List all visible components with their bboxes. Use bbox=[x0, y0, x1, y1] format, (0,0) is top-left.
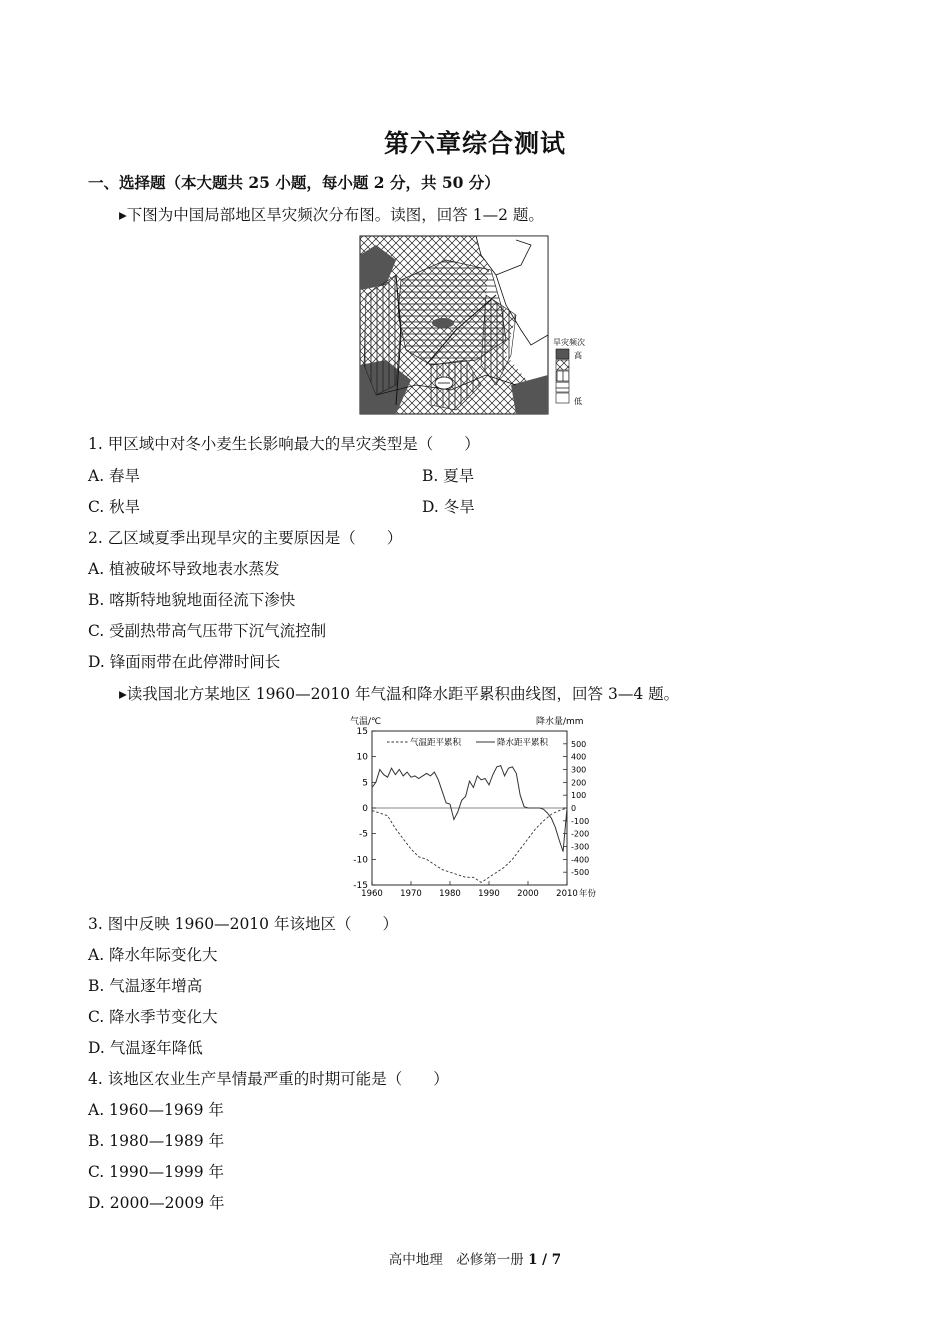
q1-option-b: B. 夏旱 bbox=[422, 467, 475, 485]
q4-option-d: D. 2000—2009 年 bbox=[88, 1194, 225, 1212]
y2-tick-label: -300 bbox=[571, 842, 590, 852]
q2-stem: 2. 乙区域夏季出现旱灾的主要原因是（ ） bbox=[88, 529, 403, 547]
x-axis-label: 年份 bbox=[579, 889, 597, 899]
page-footer bbox=[0, 1248, 950, 1268]
q2-option-a: A. 植被破坏导致地表水蒸发 bbox=[88, 560, 280, 578]
y-axis-label: 气温/℃ bbox=[350, 717, 382, 727]
intro-2: ▸读我国北方某地区 1960—2010 年气温和降水距平累积曲线图，回答 3—4 题。 bbox=[119, 685, 680, 703]
series-precip-line bbox=[372, 766, 567, 852]
y-tick-label: -10 bbox=[353, 855, 368, 866]
legend-temp: 气温距平累积 bbox=[410, 738, 462, 748]
y-tick-label: -5 bbox=[359, 829, 368, 840]
page-number: 1 / 7 bbox=[528, 1252, 562, 1268]
q3-option-c: C. 降水季节变化大 bbox=[88, 1008, 218, 1026]
x-tick-label: 2000 bbox=[517, 889, 539, 899]
q1-stem: 1. 甲区域中对冬小麦生长影响最大的旱灾类型是（ ） bbox=[88, 435, 480, 453]
y2-tick-label: 100 bbox=[571, 791, 587, 801]
q3-option-d: D. 气温逐年降低 bbox=[88, 1039, 203, 1057]
x-tick-label: 1960 bbox=[361, 889, 383, 899]
intro-1: ▸下图为中国局部地区旱灾频次分布图。读图，回答 1—2 题。 bbox=[119, 206, 544, 224]
y-tick-label: 0 bbox=[362, 804, 368, 814]
section-heading: 一、选择题（本大题共 25 小题，每小题 2 分，共 50 分） bbox=[88, 173, 500, 192]
y-tick-label: 5 bbox=[362, 778, 368, 789]
y2-tick-label: 300 bbox=[571, 765, 587, 775]
x-tick-label: 2010 bbox=[556, 889, 578, 899]
y-tick-label: 10 bbox=[356, 752, 368, 763]
climate-chart bbox=[340, 712, 610, 902]
footer-text: 高中地理 必修第一册 bbox=[388, 1252, 524, 1268]
y2-tick-label: 0 bbox=[571, 804, 577, 813]
q2-option-d: D. 锋面雨带在此停滞时间长 bbox=[88, 653, 281, 671]
q1-option-a: A. 春旱 bbox=[88, 467, 141, 485]
legend-title: 旱灾频次 bbox=[553, 338, 585, 347]
series-temp-line bbox=[372, 808, 567, 882]
legend-precip: 降水距平累积 bbox=[497, 738, 549, 748]
q1-option-c: C. 秋旱 bbox=[88, 498, 141, 516]
y2-tick-label: 200 bbox=[571, 778, 587, 788]
drought-map bbox=[356, 235, 606, 417]
page-title: 第六章综合测试 bbox=[383, 129, 566, 158]
x-tick-label: 1970 bbox=[400, 889, 422, 899]
y-tick-label: 15 bbox=[356, 727, 368, 737]
q4-option-b: B. 1980—1989 年 bbox=[88, 1132, 225, 1150]
legend-high: 高 bbox=[574, 351, 582, 360]
q1-option-d: D. 冬旱 bbox=[422, 498, 475, 516]
y2-tick-label: -500 bbox=[571, 868, 590, 878]
q4-option-c: C. 1990—1999 年 bbox=[88, 1163, 224, 1181]
y2-tick-label: 400 bbox=[571, 752, 587, 762]
x-tick-label: 1990 bbox=[478, 889, 500, 899]
y-tick-label: -15 bbox=[353, 881, 368, 891]
y2-tick-label: -400 bbox=[571, 855, 590, 865]
q3-option-a: A. 降水年际变化大 bbox=[88, 946, 218, 964]
q2-option-b: B. 喀斯特地貌地面径流下渗快 bbox=[88, 591, 296, 609]
q4-stem: 4. 该地区农业生产旱情最严重的时期可能是（ ） bbox=[88, 1070, 449, 1088]
q2-option-c: C. 受副热带高气压带下沉气流控制 bbox=[88, 622, 327, 640]
y2-tick-label: -200 bbox=[571, 829, 590, 839]
y2-axis-label: 降水量/mm bbox=[536, 717, 584, 727]
y2-tick-label: -100 bbox=[571, 816, 590, 826]
q3-stem: 3. 图中反映 1960—2010 年该地区（ ） bbox=[88, 915, 398, 933]
legend-low: 低 bbox=[574, 397, 582, 406]
q4-option-a: A. 1960—1969 年 bbox=[88, 1101, 224, 1119]
x-tick-label: 1980 bbox=[439, 889, 461, 899]
y2-tick-label: 500 bbox=[571, 739, 587, 749]
q3-option-b: B. 气温逐年增高 bbox=[88, 977, 203, 995]
